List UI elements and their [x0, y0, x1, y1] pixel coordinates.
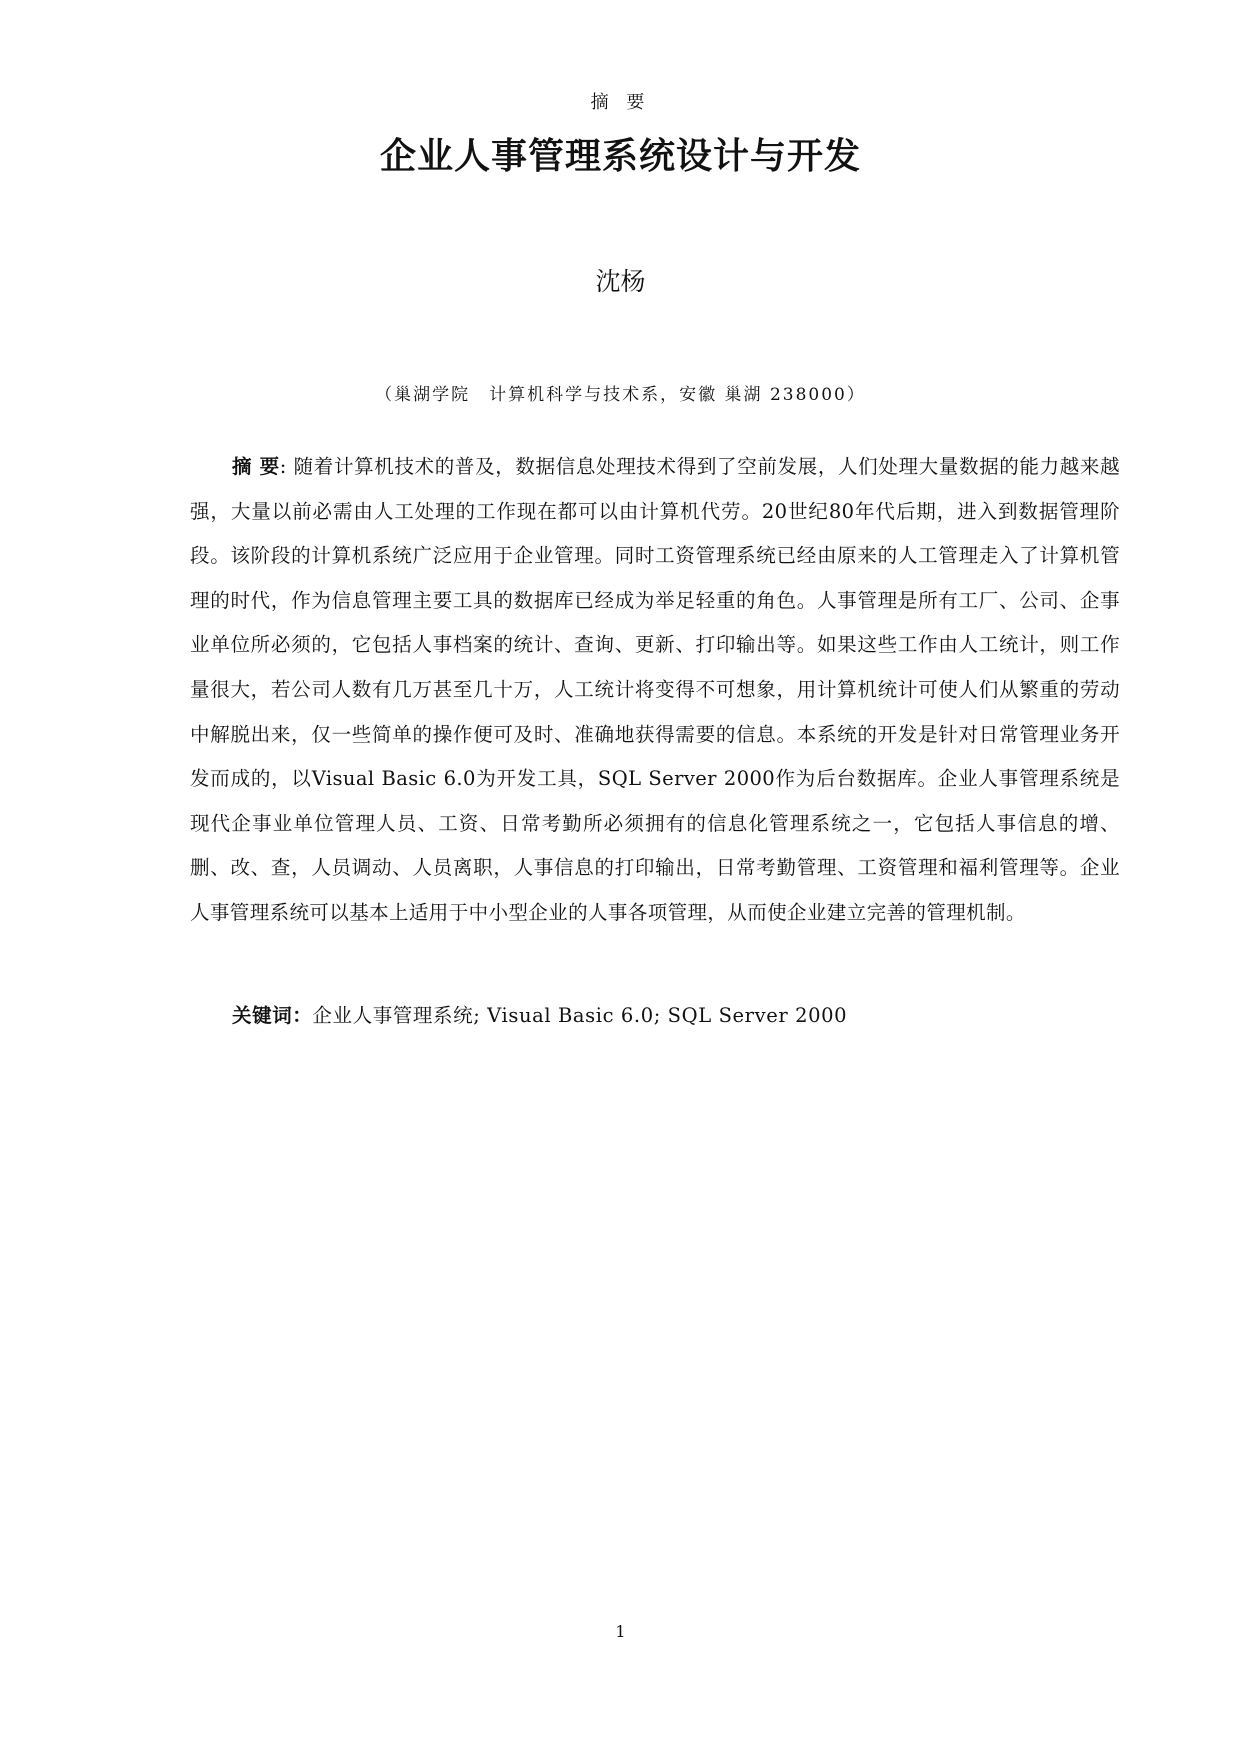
abstract-separator: :: [279, 455, 287, 478]
keywords-text: 企业人事管理系统; Visual Basic 6.0; SQL Server 2000: [312, 1004, 848, 1027]
running-head: 摘 要: [590, 92, 651, 113]
abstract-label: 摘 要: [232, 455, 280, 478]
paper-title: 企业人事管理系统设计与开发: [379, 136, 861, 177]
abstract-text: 随着计算机技术的普及，数据信息处理技术得到了空前发展，人们处理大量数据的能力越来越强，大量以前必需由人工处理的工作现在都可以由计算机代劳。20世纪80年代后期，进入到数据管理阶段。该阶段的计算机系统广泛应用于企业管理。同时工资管理系统已经由原来的人工管理走入了计算机管理的时代，作为信息管理主要工具的数据库已经成为举足轻重的角色。人事管理是所有工厂、公司、企事业单位所必须的，它包括人事档案的统计、查询、更新、打印输出等。如果这些工作由人工统计，则工作量很大，若公司人数有几万甚至几十万，人工统计将变得不可想象，用计算机统计可使人们从繁重的劳动中解脱出来，仅一些简单的操作便可及时、准确地获得需要的信息。本系统的开发是针对日常管理业务开发而成的，以Visual Basic 6.0为开发工具，SQL Server 2000作为后台数据库。企业人事管理系统是现代企事业单位管理人员、工资、日常考勤所必须拥有的信息化管理系统之一，它包括人事信息的增、删、改、查，人员调动、人员离职，人事信息的打印输出，日常考勤管理、工资管理和福利管理等。企业人事管理系统可以基本上适用于中小型企业的人事各项管理，从而使企业建立完善的管理机制。: [190, 455, 1120, 924]
abstract-paragraph: [190, 445, 1120, 936]
author-name: 沈杨: [595, 267, 646, 296]
author-affiliation: （巢湖学院 计算机科学与技术系，安徽 巢湖 238000）: [375, 385, 866, 405]
keywords-line: [232, 1000, 1112, 1028]
page-number: 1: [615, 1622, 626, 1641]
keywords-label: 关键词：: [232, 1004, 313, 1027]
